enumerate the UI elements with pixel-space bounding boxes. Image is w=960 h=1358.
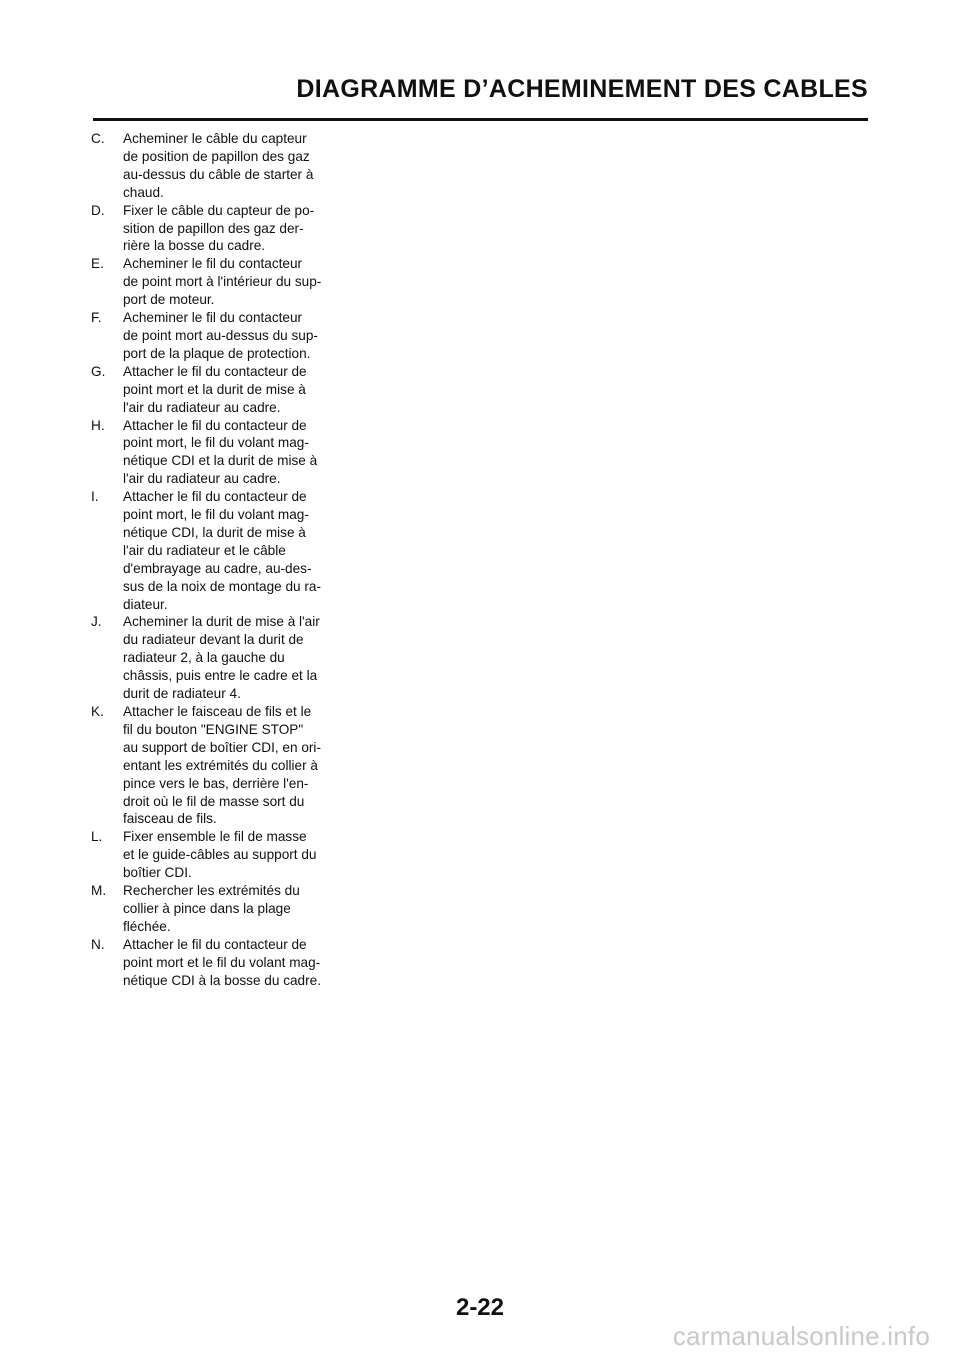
item-text: Attacher le fil du contacteur de point mort et la durit de mise à l'air du radiateur au cadre. xyxy=(123,363,307,415)
item-text: Fixer le câble du capteur de po- sition de papillon des gaz der- rière la bosse du cadre. xyxy=(123,202,315,254)
item-letter: D. xyxy=(91,202,105,218)
watermark: carmanualsonline.info xyxy=(672,1321,930,1351)
instruction-item-l xyxy=(91,828,336,882)
instruction-item-m xyxy=(91,882,336,936)
instruction-item-j xyxy=(91,613,336,703)
item-text: Attacher le fil du contacteur de point mort et le fil du volant mag- nétique CDI à la bosse du cadre. xyxy=(123,936,321,988)
item-letter: M. xyxy=(91,883,107,899)
instruction-item-g xyxy=(91,363,336,417)
item-text: Fixer ensemble le fil de masse et le guide-câbles au support du boîtier CDI. xyxy=(123,829,317,881)
item-text: Acheminer le fil du contacteur de point mort à l'intérieur du sup- port de moteur. xyxy=(123,256,322,308)
item-letter: J. xyxy=(91,614,102,630)
item-letter: F. xyxy=(91,310,102,326)
item-letter: L. xyxy=(91,829,103,845)
item-letter: K. xyxy=(91,704,104,719)
item-text: Attacher le faisceau de fils et le fil du bouton "ENGINE STOP" au support de boîtier CDI, en ori- entant les extrémités du collier à pince vers le bas, derrière l'en- droit où le fil de masse sort du faisceau de fils. xyxy=(123,704,321,827)
page-number: 2-22 xyxy=(455,1294,505,1321)
item-letter: H. xyxy=(91,417,105,433)
item-text: Acheminer la durit de mise à l'air du radiateur devant la durit de radiateur 2, à la gauche du châssis, puis entre le cadre et la durit de radiateur 4. xyxy=(123,614,320,702)
item-text: Acheminer le câble du capteur de position de papillon des gaz au-dessus du câble de starter à chaud. xyxy=(123,131,314,200)
item-text: Attacher le fil du contacteur de point mort, le fil du volant mag- nétique CDI et la durit de mise à l'air du radiateur au cadre. xyxy=(123,417,318,487)
item-text: Attacher le fil du contacteur de point mort, le fil du volant mag- nétique CDI, la durit de mise à l'air du radiateur et le câble d'embrayage au cadre, au-des- sus de la noix de montage du ra- diateur. xyxy=(123,489,321,612)
instruction-item-e xyxy=(91,255,336,309)
item-letter: N. xyxy=(91,936,105,952)
item-letter: I. xyxy=(91,489,99,505)
instruction-item-i xyxy=(91,488,336,613)
instruction-item-n xyxy=(91,936,336,990)
instruction-item-h xyxy=(91,417,336,489)
title-rule xyxy=(93,118,868,121)
instruction-item-c xyxy=(91,130,336,202)
instruction-item-f xyxy=(91,309,336,363)
item-letter: C. xyxy=(91,131,105,146)
page-title: DIAGRAMME D’ACHEMINEMENT DES CABLES xyxy=(296,74,868,103)
item-text: Rechercher les extrémités du collier à pince dans la plage fléchée. xyxy=(123,883,300,934)
item-letter: G. xyxy=(91,363,106,379)
item-letter: E. xyxy=(91,256,104,272)
instruction-list xyxy=(91,130,336,990)
instruction-item-d xyxy=(91,202,336,256)
instruction-item-k xyxy=(91,703,336,828)
item-text: Acheminer le fil du contacteur de point mort au-dessus du sup- port de la plaque de protection. xyxy=(123,310,318,361)
